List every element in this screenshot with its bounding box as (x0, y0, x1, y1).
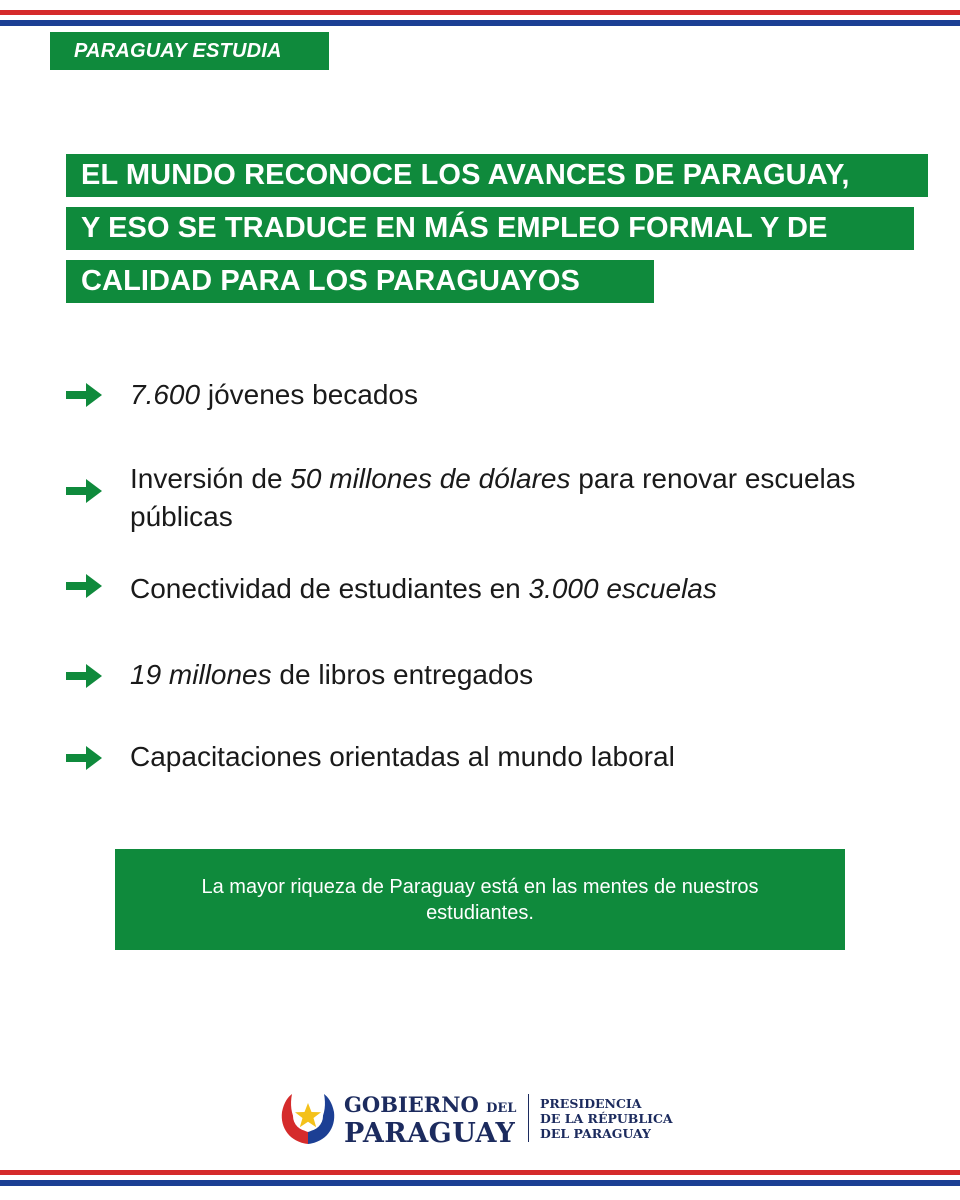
del-text: DEL (486, 1101, 517, 1116)
star-seal-icon (278, 1090, 338, 1148)
gobierno-wordmark (344, 1094, 516, 1148)
list-item-text: Conectividad de estudiantes en 3.000 escuelas (130, 573, 717, 604)
list-item-text: Capacitaciones orientadas al mundo laboral (130, 741, 675, 772)
quote-text: La mayor riqueza de Paraguay está en las mentes de nuestros estudiantes. (201, 875, 759, 924)
bottom-flag-stripes (0, 1170, 960, 1186)
presidencia-line: DEL PARAGUAY (540, 1126, 651, 1141)
list-item-text: 19 millones de libros entregados (130, 659, 534, 690)
arrow-right-icon (64, 476, 104, 506)
list-item-text: Inversión de 50 millones de dólares para renovar escuelas públicas (130, 463, 856, 532)
list-item-text: 7.600 jóvenes becados (130, 379, 419, 410)
headline-line: CALIDAD PARA LOS PARAGUAYOS (66, 260, 654, 303)
arrow-right-icon (64, 571, 104, 601)
section-tag: PARAGUAY ESTUDIA (50, 32, 329, 70)
quote-box (115, 849, 845, 950)
arrow-right-icon (64, 743, 104, 773)
headline-line: Y ESO SE TRADUCE EN MÁS EMPLEO FORMAL Y DE (66, 207, 914, 250)
gobierno-text: GOBIERNO (344, 1092, 479, 1117)
headline (66, 154, 928, 313)
presidencia-line: PRESIDENCIA (540, 1096, 642, 1111)
arrow-right-icon (64, 380, 104, 410)
presidencia-line: DE LA RÉPUBLICA (540, 1111, 673, 1126)
logo-divider (528, 1094, 529, 1142)
arrow-right-icon (64, 661, 104, 691)
government-logo (278, 1090, 698, 1148)
top-flag-stripes (0, 10, 960, 26)
headline-line: EL MUNDO RECONOCE LOS AVANCES DE PARAGUAY, (66, 154, 928, 197)
paraguay-text: PARAGUAY (344, 1118, 516, 1149)
presidencia-wordmark (540, 1096, 673, 1141)
